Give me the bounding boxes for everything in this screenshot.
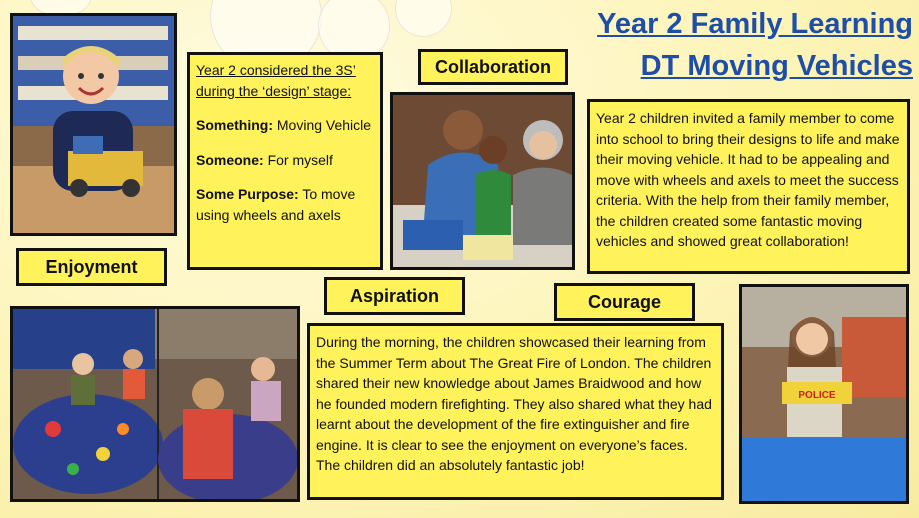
page-title-line2: DT Moving Vehicles [640,50,913,82]
photo-collaboration [390,92,575,270]
three-s-box [187,52,383,270]
something-row [196,115,374,136]
purpose-label: Some Purpose: [196,186,299,202]
something-value: Moving Vehicle [273,117,372,133]
someone-label: Someone: [196,151,264,168]
someone-row [196,150,374,171]
purpose-value: To move using wheels and axels [196,186,356,223]
photo-girl-with-police-vehicle-image [742,287,906,501]
photo-boy-with-vehicle [10,13,177,236]
someone-value: For myself [263,151,333,168]
police-sign-text: POLICE [798,390,836,401]
purpose-row [196,184,374,225]
morning-text: During the morning, the children showcased their learning from the Summer Term about The Great Fire of London. The children shared their new knowledge about James Braidwood and how he founded modern firefighting. They also shared what they had learnt about the development of the fire extinguisher and fire engine. It is clear to see the enjoyment on everyone’s faces. The children did an absolutely fantastic job! [316,334,712,473]
collaboration-label: Collaboration [418,49,568,85]
photo-girl-with-police-vehicle [739,284,909,504]
three-s-heading-line2: during the ‘design’ stage: [196,82,352,99]
something-label: Something: [196,117,273,133]
aspiration-label: Aspiration [324,277,465,315]
courage-label: Courage [554,283,695,321]
three-s-heading-line1: Year 2 considered the 3S’ [196,62,356,78]
collaboration-text: Year 2 children invited a family member to come into school to bring their designs to life and make their moving vehicle. It had to be appealing and move with wheels and axels to meet the success criteria. With the help from their family member, the children created some fantastic moving vehicles and showed great collaboration! [596,110,900,249]
photo-enjoyment-group [10,306,300,502]
bubble-decoration [395,0,452,37]
page-title-line1: Year 2 Family Learning [597,8,913,40]
collaboration-text-box [587,99,910,274]
photo-collaboration-image [393,95,572,267]
enjoyment-label: Enjoyment [16,248,167,286]
photo-enjoyment-group-image [13,309,297,499]
photo-boy-with-vehicle-image [13,16,174,233]
morning-text-box [307,323,724,500]
